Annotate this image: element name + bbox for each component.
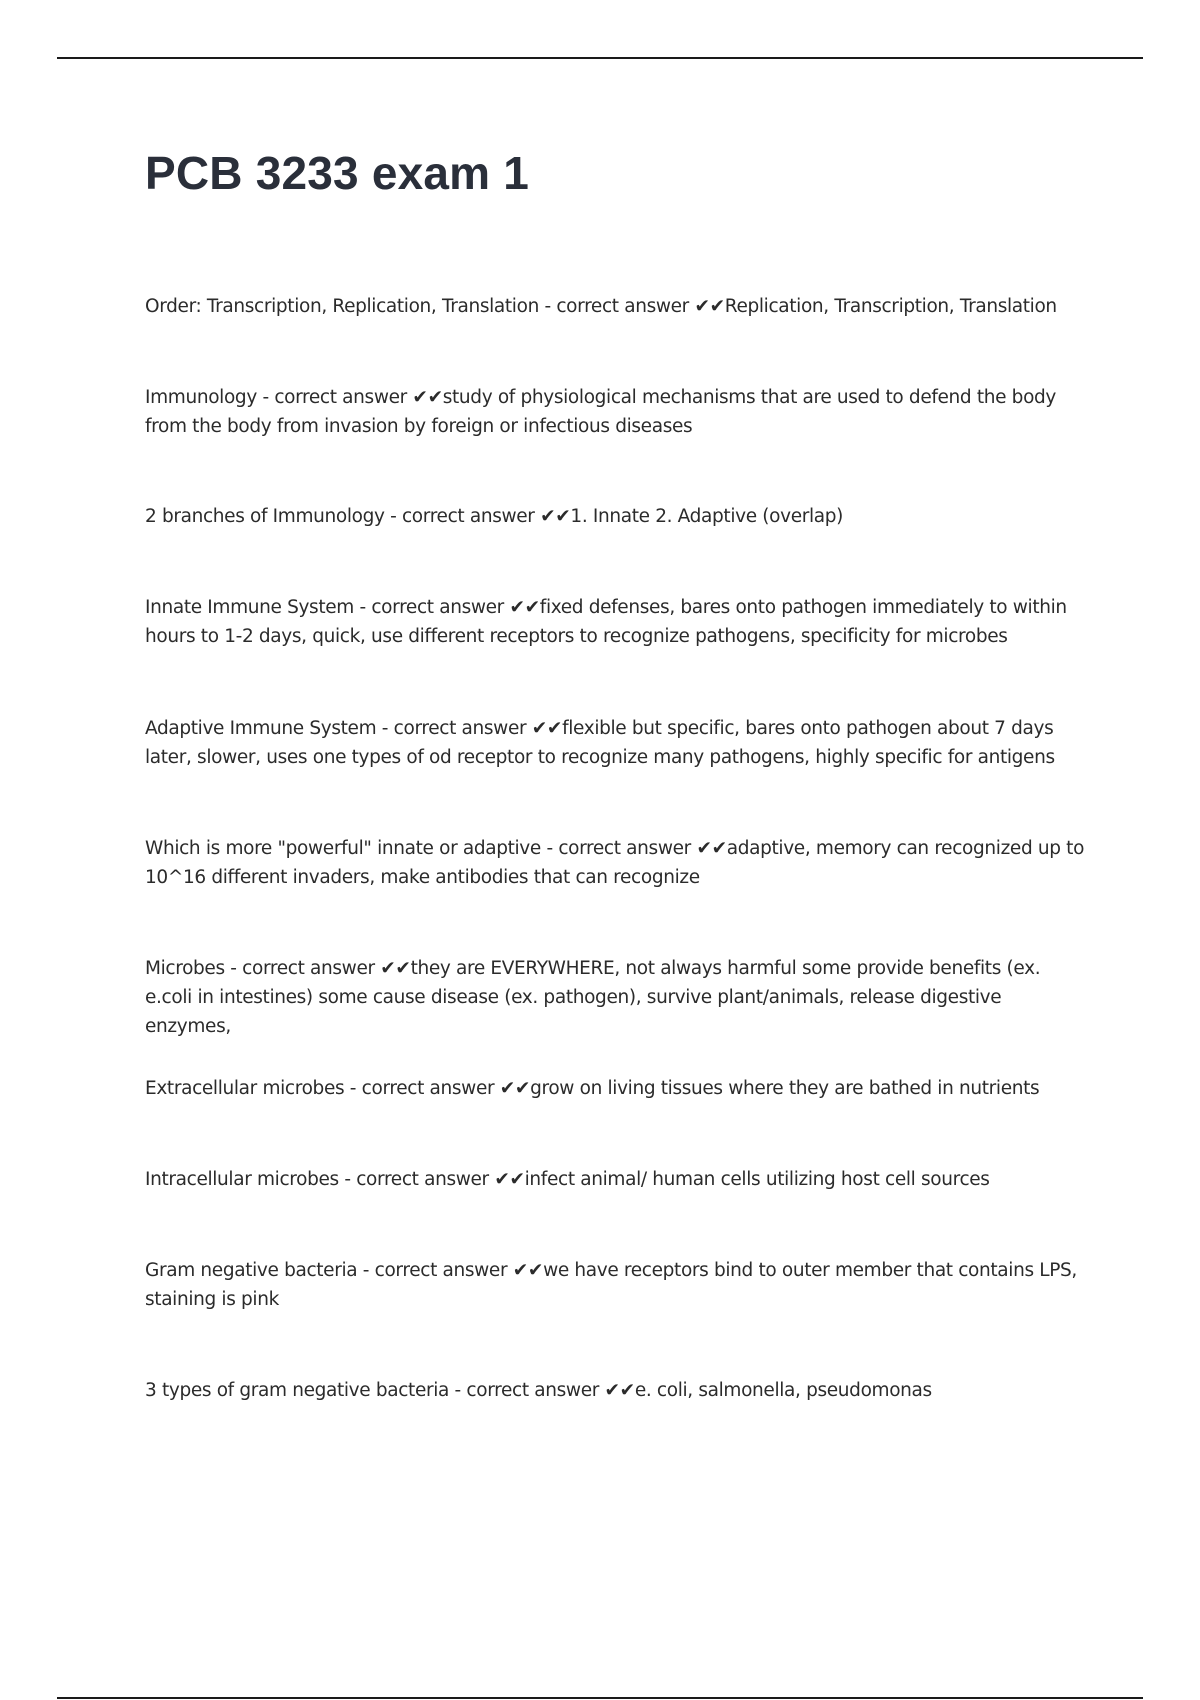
answer-label: correct answer bbox=[374, 1260, 508, 1281]
question-text: Gram negative bacteria bbox=[145, 1260, 358, 1281]
check-marks-icon: ✔✔ bbox=[499, 1078, 531, 1099]
answer-text: 1. Innate 2. Adaptive (overlap) bbox=[570, 506, 844, 527]
answer-text: they are EVERYWHERE, not always harmful some provide benefits (ex. e.coli in intestines) some cause disease (ex. pathogen), survive plant/animals, release digestive enzymes, bbox=[145, 958, 1041, 1037]
answer-label: correct answer bbox=[401, 506, 535, 527]
question-text: Intracellular microbes bbox=[145, 1169, 339, 1190]
qa-item: Intracellular microbes - correct answer ✔✔infect animal/ human cells utilizing host cell sources bbox=[145, 1169, 990, 1190]
top-rule bbox=[57, 57, 1143, 59]
question-text: Adaptive Immune System bbox=[145, 718, 377, 739]
answer-text: fixed defenses, bares onto pathogen immediately to within hours to 1-2 days, quick, use different receptors to recognize pathogens, specificity for microbes bbox=[145, 597, 1067, 647]
answer-text: study of physiological mechanisms that are used to defend the body from the body from invasion by foreign or infectious diseases bbox=[145, 387, 1057, 437]
answer-label: correct answer bbox=[371, 597, 504, 618]
check-marks-icon: ✔✔ bbox=[380, 958, 411, 979]
qa-item: Which is more "powerful" innate or adaptive - correct answer ✔✔adaptive, memory can recognized up to 10^16 different invaders, make antibodies that can recognize bbox=[145, 838, 1085, 888]
check-marks-icon: ✔✔ bbox=[509, 597, 540, 618]
question-text: Extracellular microbes bbox=[145, 1078, 345, 1099]
check-marks-icon: ✔✔ bbox=[696, 838, 727, 859]
answer-label: correct answer bbox=[274, 387, 407, 408]
answer-text: e. coli, salmonella, pseudomonas bbox=[634, 1380, 932, 1401]
question-text: Order: Transcription, Replication, Translation bbox=[145, 296, 539, 317]
question-text: 3 types of gram negative bacteria bbox=[145, 1380, 450, 1401]
qa-item: 3 types of gram negative bacteria - correct answer ✔✔e. coli, salmonella, pseudomonas bbox=[145, 1380, 932, 1401]
answer-label: correct answer bbox=[242, 958, 375, 979]
document-title: PCB 3233 exam 1 bbox=[145, 147, 530, 199]
qa-item: Adaptive Immune System - correct answer ✔✔flexible but specific, bares onto pathogen about 7 days later, slower, uses one types of od receptor to recognize many pathogens, highly specific for antigens bbox=[145, 718, 1055, 768]
answer-label: correct answer bbox=[556, 296, 689, 317]
qa-item: 2 branches of Immunology - correct answer ✔✔1. Innate 2. Adaptive (overlap) bbox=[145, 506, 844, 527]
question-text: Immunology bbox=[145, 387, 257, 408]
qa-item: Microbes - correct answer ✔✔they are EVERYWHERE, not always harmful some provide benefits (ex. e.coli in intestines) some cause disease (ex. pathogen), survive plant/animals, release digestive enzymes, bbox=[145, 958, 1041, 1037]
check-marks-icon: ✔✔ bbox=[412, 387, 443, 408]
answer-text: flexible but specific, bares onto pathogen about 7 days later, slower, uses one types of od receptor to recognize many pathogens, highly specific for antigens bbox=[145, 718, 1055, 768]
check-marks-icon: ✔✔ bbox=[540, 506, 571, 527]
question-text: Which is more "powerful" innate or adaptive bbox=[145, 838, 541, 859]
answer-label: correct answer bbox=[393, 718, 527, 739]
answer-text: Replication, Transcription, Translation bbox=[724, 296, 1057, 317]
qa-item: Innate Immune System - correct answer ✔✔fixed defenses, bares onto pathogen immediately to within hours to 1-2 days, quick, use different receptors to recognize pathogens, specificity for microbes bbox=[145, 597, 1067, 647]
question-text: 2 branches of Immunology bbox=[145, 506, 385, 527]
answer-label: correct answer bbox=[466, 1380, 599, 1401]
question-text: Innate Immune System bbox=[145, 597, 354, 618]
answer-text: we have receptors bind to outer member that contains LPS, staining is pink bbox=[145, 1260, 1077, 1310]
answer-label: correct answer bbox=[361, 1078, 495, 1099]
answer-text: grow on living tissues where they are bathed in nutrients bbox=[530, 1078, 1040, 1099]
check-marks-icon: ✔✔ bbox=[604, 1380, 635, 1401]
qa-item: Order: Transcription, Replication, Translation - correct answer ✔✔Replication, Transcription, Translation bbox=[145, 296, 1057, 317]
qa-item: Gram negative bacteria - correct answer ✔✔we have receptors bind to outer member that contains LPS, staining is pink bbox=[145, 1260, 1077, 1310]
check-marks-icon: ✔✔ bbox=[531, 718, 563, 739]
check-marks-icon: ✔✔ bbox=[494, 1169, 525, 1190]
question-text: Microbes bbox=[145, 958, 225, 979]
answer-label: correct answer bbox=[356, 1169, 489, 1190]
bottom-rule bbox=[57, 1697, 1143, 1699]
answer-text: infect animal/ human cells utilizing host cell sources bbox=[524, 1169, 990, 1190]
qa-item: Extracellular microbes - correct answer ✔✔grow on living tissues where they are bathed in nutrients bbox=[145, 1078, 1040, 1099]
check-marks-icon: ✔✔ bbox=[694, 296, 725, 317]
qa-item: Immunology - correct answer ✔✔study of physiological mechanisms that are used to defend the body from the body from invasion by foreign or infectious diseases bbox=[145, 387, 1057, 437]
check-marks-icon: ✔✔ bbox=[512, 1260, 544, 1281]
answer-label: correct answer bbox=[558, 838, 691, 859]
answer-text: adaptive, memory can recognized up to 10^16 different invaders, make antibodies that can recognize bbox=[145, 838, 1085, 888]
